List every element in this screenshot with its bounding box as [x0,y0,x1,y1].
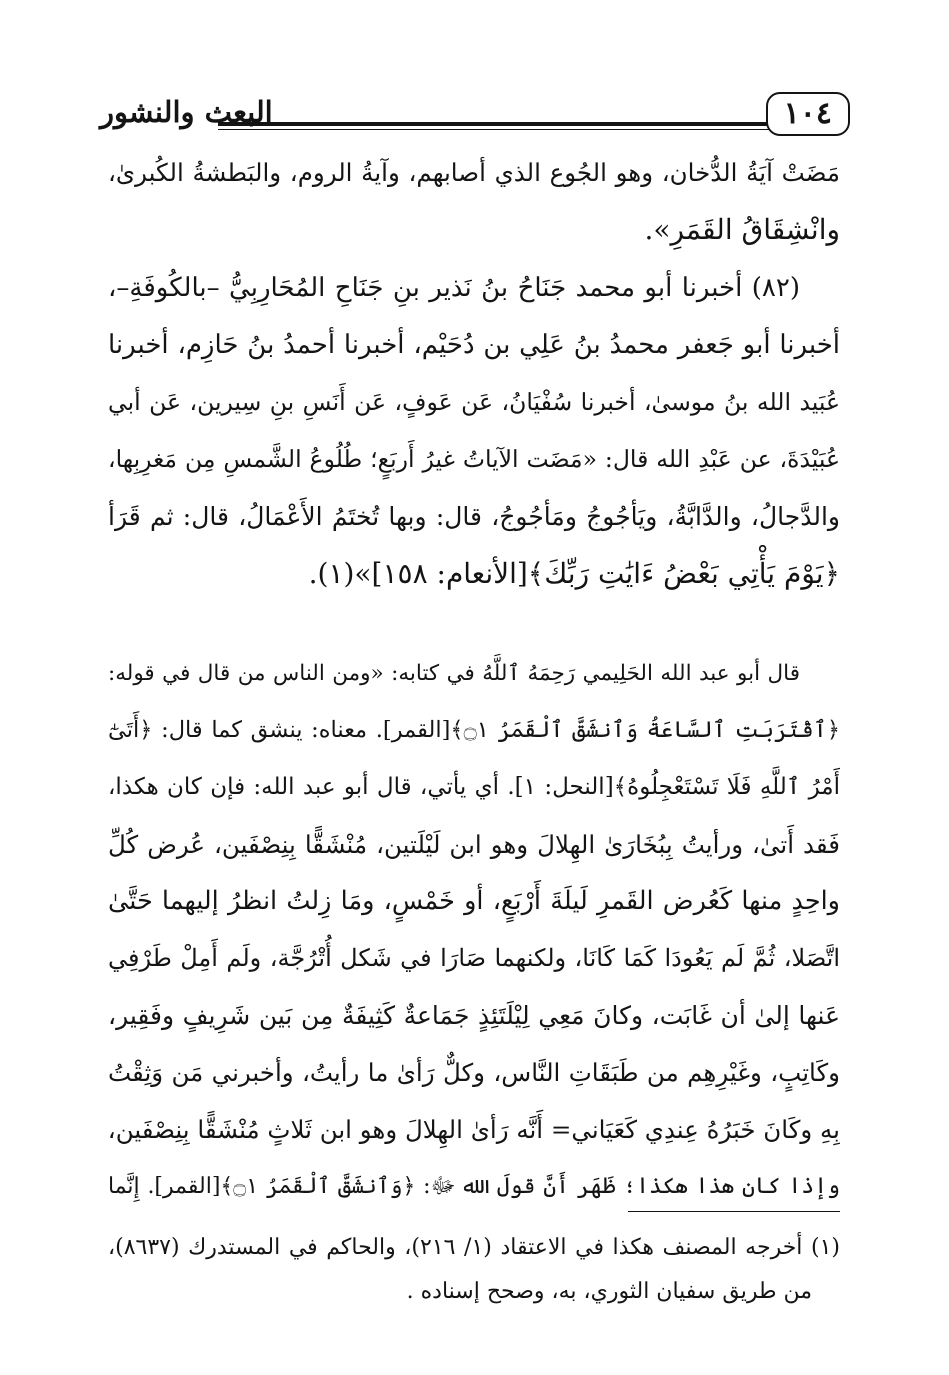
footnote-separator [628,1211,840,1212]
text-line: فَقد أَتىٰ، ورأيتُ بِبُخَارَىٰ الهِلالَ وهو ابن لَيْلَتين، مُنْشَقًّا بِنِصْفَين، عُرض كُلِّ [108,830,840,859]
paragraph-continuation [108,144,840,258]
text-line: بِهِ وكَانَ خَبَرُهُ عِندِي كَعَيَاني= أَنَّه رَأىٰ الهِلالَ وهو ابن ثَلاثٍ مُنْشَقًّا بِنِصْفَين، [108,1115,840,1144]
footnotes [108,1226,840,1314]
text-line: اتَّصَلا، ثُمَّ لَم يَعُودَا كَمَا كَانَا، ولكنهما صَارَا في شَكل أُتْرُجَّة، ولَم أَمِلْ طَرْفِي [108,944,840,972]
page-number: ١٠٤ [766,92,850,136]
quran-verse-line: أَمْرُ ٱللَّهِ فَلَا تَسْتَعْجِلُوهُ﴾[النحل: ١]. أي يأتي، قال أبو عبد الله: فإن كان هكذا، [108,774,840,800]
text-line: وكَاتِبٍ، وغَيْرِهِم من طَبَقَاتِ النَّاس، وكلٌّ رَأىٰ ما رأيتُ، وأخبرني مَن وَثِقْتُ [108,1058,840,1087]
header-rule [218,122,780,126]
hadith-number-line: (٨٢) أخبرنا أبو محمد جَنَاحُ بنُ نَذير بنِ جَنَاحِ المُحَارِبِيُّ –بالكُوفَةِ–، [108,273,800,303]
footnote-line: من طريق سفيان الثوري، به، وصحح إسناده . [406,1279,812,1304]
text-line: عَنها إلىٰ أن غَابَت، وكانَ مَعِي لِيْلَتَئِذٍ جَمَاعةٌ كَثِيفَةٌ مِن بَين شَرِيفٍ وفَقِير، [108,1001,840,1030]
text-line: عُبَيْدَةَ، عن عَبْدِ الله قال: «مَضَت الآياتُ غيرُ أَربَعٍ؛ طُلُوعُ الشَّمسِ مِن مَغرِبِها، [108,445,840,473]
text-line: مَضَتْ آيَةُ الدُّخان، وهو الجُوع الذي أصابهم، وآيةُ الروم، والبَطشةُ الكُبرىٰ، [108,158,840,187]
hadith-82 [108,260,840,602]
book-title: البعث والنشور [100,95,273,129]
text-line: عُبَيد الله بنُ موسىٰ، أخبرنا سُفْيَانُ، عَن عَوفٍ، عَن أَنَسِ بنِ سِيرين، عَن أبي [108,388,840,416]
quran-verse-line: ﴿يَوْمَ يَأْتِي بَعْضُ ءَايَٰتِ رَبِّكَ﴾[الأنعام: ١٥٨]»(١). [308,557,840,590]
text-line: وانْشِقَاقُ القَمَرِ». [644,213,840,246]
text-line: أخبرنا أبو جَعفر محمدُ بنُ عَلِي بن دُحَيْم، أخبرنا أحمدُ بنُ حَازِم، أخبرنا [108,330,840,360]
footnote-line: (١) أخرجه المصنف هكذا في الاعتقاد (١/ ٢١٦)، والحاكم في المستدرك (٨٦٣٧)، [108,1235,840,1260]
quran-verse-line: وإذا كان هذا هكذا؛ ظَهَر أَنَّ قولَ الله ﷻ: ﴿وَٱنشَقَّ ٱلْقَمَرُ ۝١﴾[القمر]. إِنَّما [108,1174,840,1199]
text-line: واحِدٍ منها كَعُرض القَمرِ لَيلَةَ أَرْبَعٍ، أو خَمْسٍ، ومَا زِلتُ انظرُ إليهما حَتَّىٰ [108,886,840,916]
text-line: والدَّجالُ، والدَّابَّةُ، ويَأجُوجُ ومَأجُوجُ، قال: وبها تُختَمُ الأَعْمَالُ، قال: ثم قَرَأ [108,502,840,531]
page-header [100,92,850,144]
text-line: قال أبو عبد الله الحَلِيمي رَحِمَهُ ٱللَّهُ في كتابه: «ومن الناس من قال في قوله: [108,661,800,686]
halimi-commentary [108,645,840,1215]
quran-verse-line: ﴿ٱقْتَرَبَتِ ٱلسَّاعَةُ وَٱنشَقَّ ٱلْقَمَرُ ۝١﴾[القمر]. معناه: ينشق كما قال: ﴿أَتَىٰٓ [108,717,840,743]
